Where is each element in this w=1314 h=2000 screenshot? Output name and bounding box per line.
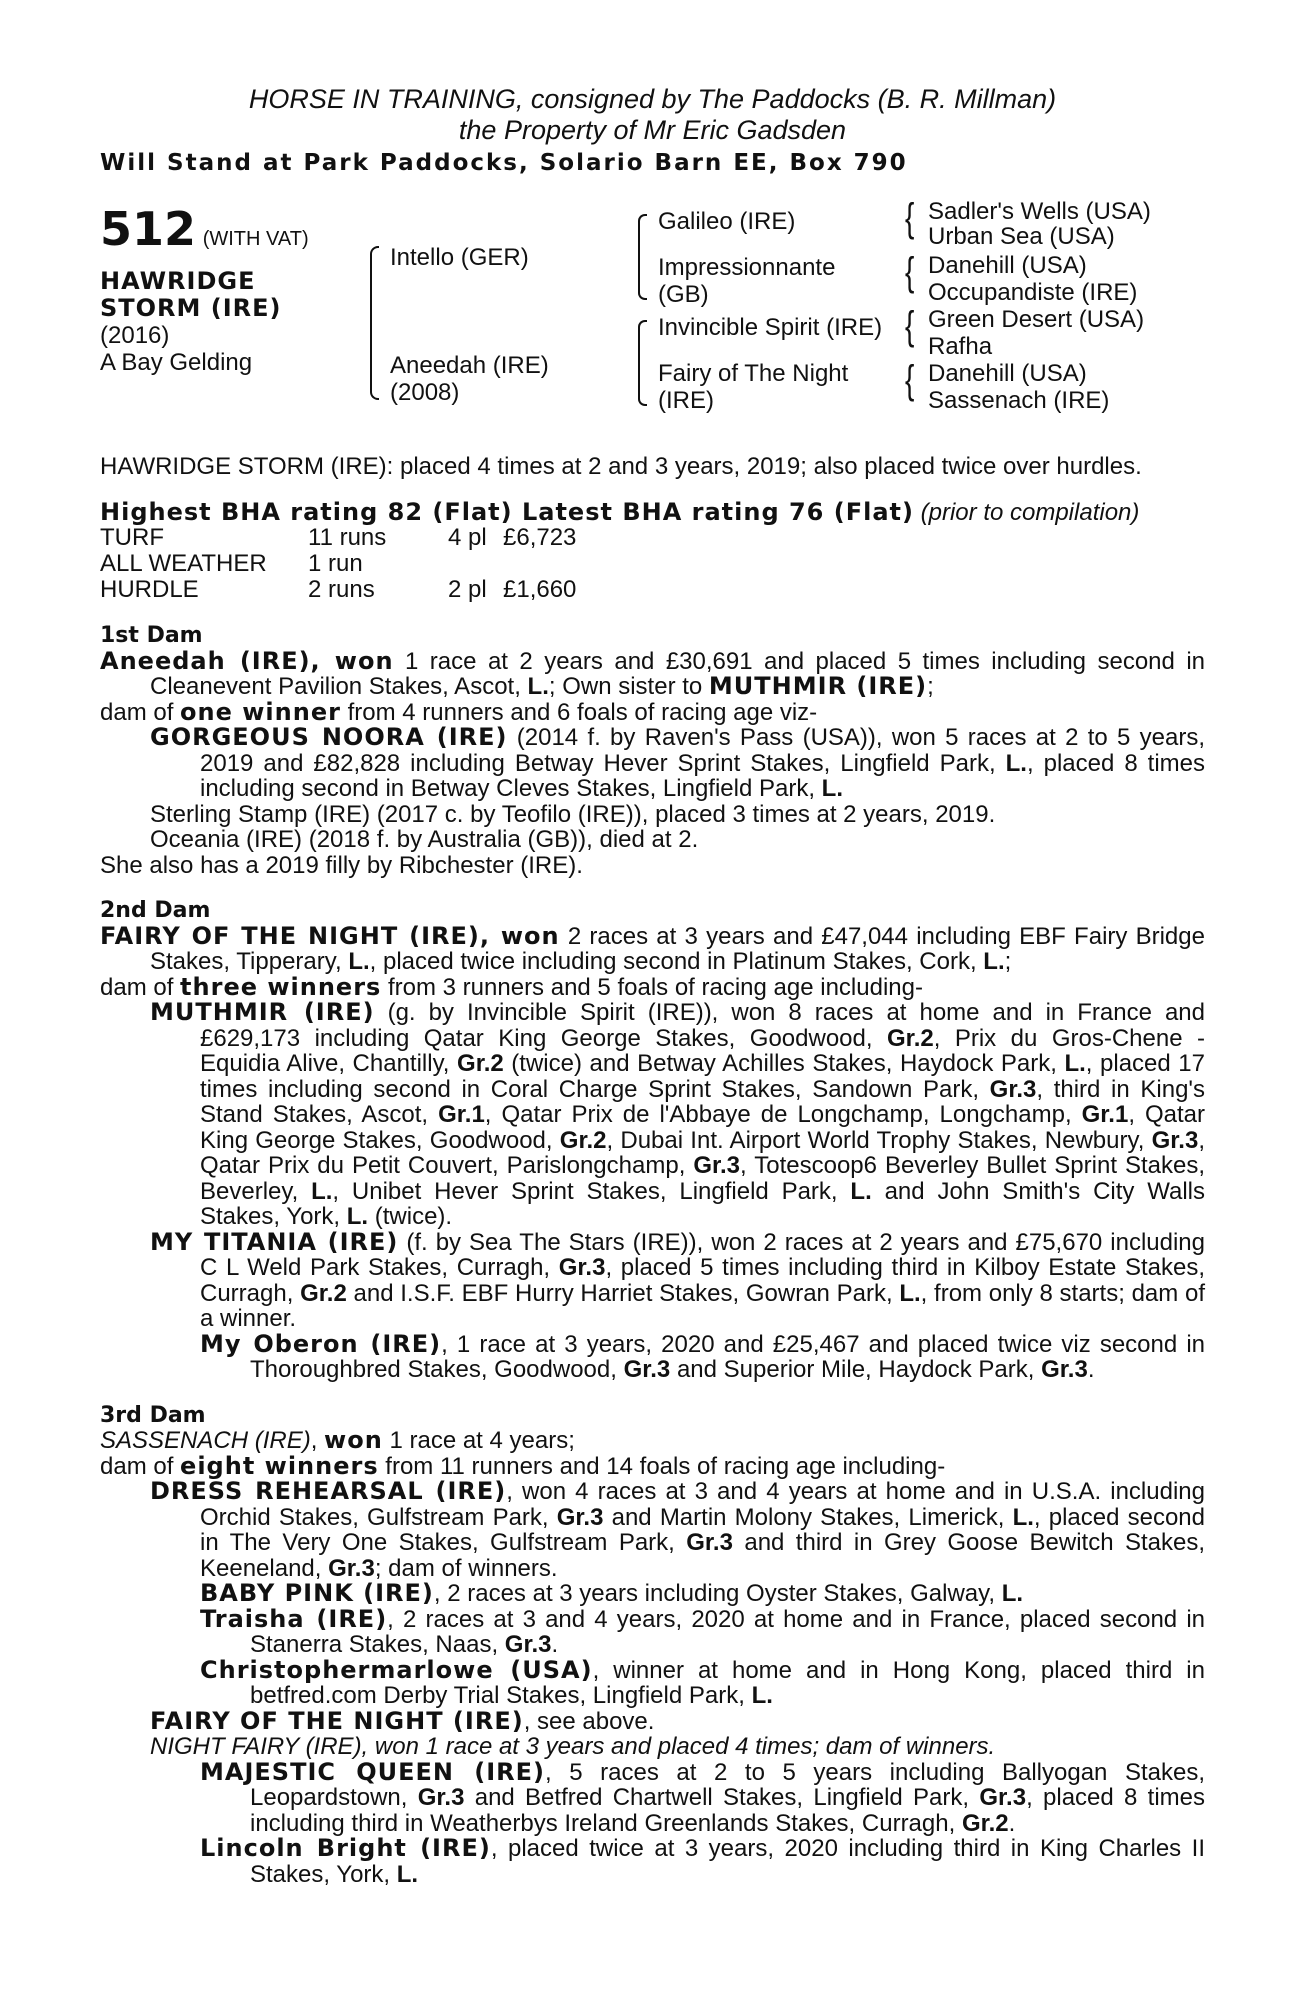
sire-sire: Galileo (IRE) [658,208,796,235]
record-money: £6,723 [503,524,577,551]
dam-sire: Invincible Spirit (IRE) [658,314,883,341]
dam-dam-line1: Fairy of The Night [658,360,849,387]
record-surface: TURF [100,524,164,551]
dam-sire-sire: Green Desert (USA) [928,306,1145,333]
record-placed [448,551,503,577]
produce-my-titania: MY TITANIA (IRE) (f. by Sea The Stars (IRE)), won 2 races at 2 years and £75,670 including C L Weld Park Stakes, Curragh, Gr.3, placed 5 times including third in Kilboy Estate Stakes, Curragh, Gr.2 and I.S.F. EBF Hurry Harriet Stakes, Gowran Park, L., from only 8 starts; dam of a winner. [150,1227,1205,1332]
sire-parents-bracket [638,214,647,300]
dam-name: Aneedah (IRE) [390,352,549,379]
sire-dam-dam: Occupandiste (IRE) [928,279,1138,306]
sire-sire-dam: Urban Sea (USA) [928,223,1115,250]
sire-dam-line1: Impressionnante [658,254,836,281]
lot-number-line [100,202,309,256]
rating-note: (prior to compilation) [920,498,1140,526]
produce-night-fairy: NIGHT FAIRY (IRE), won 1 race at 3 years and placed 4 times; dam of winners. [150,1733,996,1760]
brace-2: { [905,250,915,294]
record-surface: HURDLE [100,576,199,603]
produce-my-oberon: My Oberon (IRE), 1 race at 3 years, 2020 and £25,467 and placed twice viz second in Thoroughbred Stakes, Goodwood, Gr.3 and Superior Mile, Haydock Park, Gr.3. [200,1329,1206,1383]
first-dam-produce: dam of one winner from 4 runners and 6 foals of racing age viz- [100,697,818,726]
header-owner: the Property of Mr Eric Gadsden [458,115,847,145]
first-dam-heading: 1st Dam [100,623,203,648]
record-placed: 4 pl [448,524,487,551]
produce-christophermarlowe: Christophermarlowe (USA), winner at home and in Hong Kong, placed third in betfred.com Derby Trial Stakes, Lingfield Park, L. [200,1655,1205,1709]
produce-filly: She also has a 2019 filly by Ribchester (IRE). [100,851,583,879]
third-dam-section [100,1403,1205,1888]
record-runs: 1 run [308,550,363,577]
first-dam-section [100,623,1205,878]
record-placed: 2 pl [448,576,487,603]
second-dam-produce: dam of three winners from 3 runners and 5 foals of racing age including- [100,972,923,1001]
header-consignor: HORSE IN TRAINING, consigned by The Paddocks (B. R. Millman) [248,84,1057,114]
header-location: Will Stand at Park Paddocks, Solario Barn EE, Box 790 [100,150,908,176]
sire-dam-bracket [370,246,379,400]
brace-3: { [905,304,915,348]
dam-dam-sire: Danehill (USA) [928,360,1087,387]
foaling-year: (2016) [100,322,170,349]
sire-sire-sire: Sadler's Wells (USA) [928,198,1151,225]
third-dam-heading: 3rd Dam [100,1402,206,1428]
record-runs: 11 runs [308,524,387,551]
catalogue-page [100,84,1205,1887]
brace-1: { [905,196,915,240]
record-row [100,525,1205,551]
produce-baby-pink: BABY PINK (IRE), 2 races at 3 years including Oyster Stakes, Galway, L. [200,1579,1024,1607]
vat-label: (WITH VAT) [202,228,309,250]
race-record-table [100,525,1205,603]
produce-traisha: Traisha (IRE), 2 races at 3 and 4 years, 2020 at home and in France, placed second in Stanerra Stakes, Naas, Gr.3. [200,1604,1206,1658]
pedigree-block [100,196,1205,434]
dam-sire-dam: Rafha [928,333,993,360]
record-money [503,551,623,577]
first-dam-record: Aneedah (IRE), won 1 race at 2 years and £30,691 and placed 5 times including second in Cleanevent Pavilion Stakes, Ascot, L.; Own sister to MUTHMIR (IRE); [100,646,1205,700]
produce-sterling-stamp: Sterling Stamp (IRE) (2017 c. by Teofilo (IRE)), placed 3 times at 2 years, 2019. [150,800,996,828]
record-runs: 2 runs [308,576,375,603]
lot-number: 512 [100,202,197,256]
dam-dam-dam: Sassenach (IRE) [928,387,1110,414]
produce-majestic-queen: MAJESTIC QUEEN (IRE), 5 races at 2 to 5 years including Ballyogan Stakes, Leopardstown, Gr.3 and Betfred Chartwell Stakes, Lingfield Park, Gr.3, placed 8 times including third in Weatherbys Ireland Greenlands Stakes, Curragh, Gr.2. [200,1757,1206,1837]
race-summary: HAWRIDGE STORM (IRE): placed 4 times at 2 and 3 years, 2019; also placed twice over hurdles. [100,453,1142,480]
record-money: £1,660 [503,576,577,603]
produce-lincoln-bright: Lincoln Bright (IRE), placed twice at 3 years, 2020 including third in King Charles II Stakes, York, L. [200,1834,1205,1888]
dam-parents-bracket [638,320,647,406]
horse-name-1: HAWRIDGE [100,267,256,295]
sire-dam-sire: Danehill (USA) [928,252,1087,279]
produce-dress-rehearsal: DRESS REHEARSAL (IRE), won 4 races at 3 and 4 years at home and in U.S.A. including Orchid Stakes, Gulfstream Park, Gr.3 and Martin Molony Stakes, Limerick, L., placed second in The Very One Stakes, Gulfstream Park, Gr.3 and third in Grey Goose Bewitch Stakes, Keeneland, Gr.3; dam of winners. [150,1477,1205,1582]
record-row [100,577,1205,603]
bha-rating [100,497,1205,526]
sire-name: Intello (GER) [390,244,529,271]
dam-dam-line2: (IRE) [658,387,714,414]
record-surface: ALL WEATHER [100,550,267,577]
horse-description: A Bay Gelding [100,349,253,376]
third-dam-record: SASSENACH (IRE), won 1 race at 4 years; [100,1426,575,1454]
produce-muthmir: MUTHMIR (IRE) (g. by Invincible Spirit (IRE)), won 8 races at home and in France and £629,173 including Qatar King George Stakes, Goodwood, Gr.2, Prix du Gros-Chene - Equidia Alive, Chantilly, Gr.2 (twice) and Betway Achilles Stakes, Haydock Park, L., placed 17 times including second in Coral Charge Sprint Stakes, Sandown Park, Gr.3, third in King's Stand Stakes, Ascot, Gr.1, Qatar Prix de l'Abbaye de Longchamp, Longchamp, Gr.1, Qatar King George Stakes, Goodwood, Gr.2, Dubai Int. Airport World Trophy Stakes, Newbury, Gr.3, Qatar Prix du Petit Couvert, Parislongchamp, Gr.3, Totescoop6 Beverley Bullet Sprint Stakes, Beverley, L., Unibet Hever Sprint Stakes, Lingfield Park, L. and John Smith's City Walls Stakes, York, L. (twice). [150,998,1206,1230]
second-dam-section [100,898,1205,1383]
produce-gorgeous-noora: GORGEOUS NOORA (IRE) (2014 f. by Raven's Pass (USA)), won 5 races at 2 to 5 years, 2019 and £82,828 including Betway Hever Sprint Stakes, Lingfield Park, L., placed 8 times including second in Betway Cleves Stakes, Lingfield Park, L. [150,723,1205,802]
dam-year: (2008) [390,379,460,406]
brace-4: { [905,358,915,402]
second-dam-record: FAIRY OF THE NIGHT (IRE), won 2 races at 3 years and £47,044 including EBF Fairy Bridge Stakes, Tipperary, L., placed twice including second in Platinum Stakes, Cork, L.; [100,921,1205,975]
produce-fairy-of-the-night: FAIRY OF THE NIGHT (IRE), see above. [150,1706,655,1735]
rating-values: Highest BHA rating 82 (Flat) Latest BHA rating 76 (Flat) [100,497,914,526]
horse-name-2: STORM (IRE) [100,294,282,322]
produce-oceania: Oceania (IRE) (2018 f. by Australia (GB)), died at 2. [150,826,699,853]
sire-dam-line2: (GB) [658,281,709,308]
second-dam-heading: 2nd Dam [100,898,211,923]
record-row [100,551,1205,577]
third-dam-produce: dam of eight winners from 11 runners and 14 foals of racing age including- [100,1451,946,1480]
